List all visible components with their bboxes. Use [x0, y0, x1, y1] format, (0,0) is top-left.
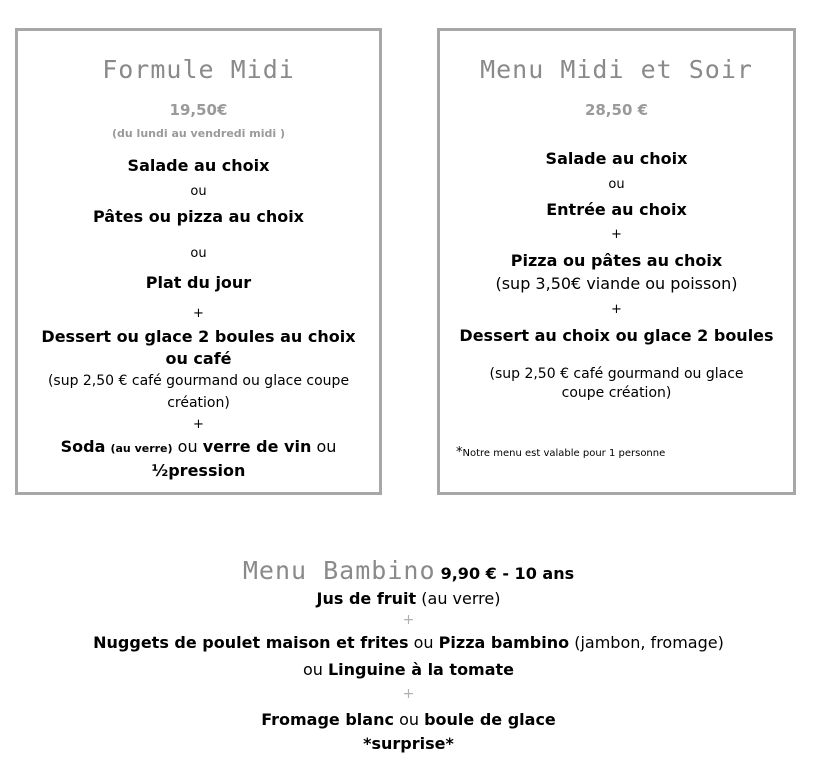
formule-midi-note: (du lundi au vendredi midi )	[112, 127, 285, 140]
formule-midi-plus-2: +	[193, 417, 204, 432]
drink-wine: verre de vin	[202, 437, 312, 456]
formule-midi-or-2: ou	[190, 246, 207, 261]
bambino-or-2: ou	[302, 660, 323, 679]
menu-midi-soir-supplement-line2: coupe création)	[561, 385, 672, 401]
footnote-text: Notre menu est valable pour 1 personne	[462, 448, 666, 459]
menu-bambino-main-line	[0, 632, 817, 654]
formule-midi-item-salade: Salade au choix	[127, 156, 270, 175]
bambino-juice-note: (au verre)	[421, 589, 501, 608]
menu-bambino-plus-1: +	[402, 612, 415, 628]
drink-soda: Soda	[60, 437, 106, 456]
menu-midi-soir-pizza-supplement: (sup 3,50€ viande ou poisson)	[495, 274, 738, 293]
menu-midi-soir-plus-1: +	[611, 227, 622, 242]
footnote-star: *	[456, 445, 463, 460]
formule-midi-dessert-line2: ou café	[165, 349, 232, 368]
bambino-glace: boule de glace	[424, 710, 556, 729]
drink-soda-note: (au verre)	[110, 442, 173, 455]
drink-or-1: ou	[177, 437, 198, 456]
bambino-fromage: Fromage blanc	[261, 710, 394, 729]
menu-bambino-dessert-line	[0, 709, 817, 731]
menu-bambino-surprise: *surprise*	[363, 734, 454, 753]
bambino-or-1: ou	[413, 633, 434, 652]
formule-midi-plus-1: +	[193, 306, 204, 321]
menu-midi-soir-box	[437, 28, 796, 495]
menu-midi-soir-item-entree: Entrée au choix	[546, 200, 687, 219]
formule-midi-supplement-line1: (sup 2,50 € café gourmand ou glace coupe	[47, 373, 350, 389]
formule-midi-title: Formule Midi	[102, 55, 295, 84]
bambino-or-3: ou	[399, 710, 419, 729]
menu-midi-soir-footnote	[456, 445, 665, 460]
formule-midi-or-1: ou	[190, 184, 207, 199]
menu-midi-soir-item-salade: Salade au choix	[545, 149, 688, 168]
menu-midi-soir-price: 28,50 €	[584, 101, 649, 119]
formule-midi-drinks-line1	[18, 436, 379, 458]
menu-midi-soir-plus-2: +	[611, 302, 622, 317]
bambino-linguine: Linguine à la tomate	[327, 660, 515, 679]
bambino-pizza: Pizza bambino	[438, 633, 570, 652]
bambino-nuggets: Nuggets de poulet maison et frites	[93, 633, 409, 652]
bambino-pizza-note: (jambon, fromage)	[574, 633, 724, 652]
menu-bambino-header	[0, 556, 817, 585]
formule-midi-price: 19,50€	[169, 101, 228, 119]
menu-bambino-juice-line	[0, 588, 817, 610]
drink-pression: ½pression	[151, 461, 246, 480]
menu-midi-soir-supplement-line1: (sup 2,50 € café gourmand ou glace	[489, 366, 744, 382]
menu-midi-soir-item-pizza: Pizza ou pâtes au choix	[510, 251, 723, 270]
formule-midi-dessert-line1: Dessert ou glace 2 boules au choix	[41, 327, 356, 346]
formule-midi-item-pates: Pâtes ou pizza au choix	[93, 207, 304, 226]
menu-bambino-price: 9,90 € - 10 ans	[440, 564, 575, 583]
menu-midi-soir-title: Menu Midi et Soir	[480, 55, 753, 84]
menu-midi-soir-or-1: ou	[608, 177, 625, 192]
drink-or-2: ou	[316, 437, 337, 456]
formule-midi-supplement-line2: création)	[167, 395, 230, 411]
menu-bambino-linguine-line	[0, 659, 817, 681]
menu-bambino-plus-2: +	[402, 686, 415, 702]
formule-midi-box	[15, 28, 382, 495]
bambino-juice: Jus de fruit	[316, 589, 417, 608]
menu-midi-soir-dessert: Dessert au choix ou glace 2 boules	[459, 326, 774, 345]
formule-midi-item-plat: Plat du jour	[145, 273, 252, 292]
menu-bambino-title: Menu Bambino	[242, 556, 436, 585]
